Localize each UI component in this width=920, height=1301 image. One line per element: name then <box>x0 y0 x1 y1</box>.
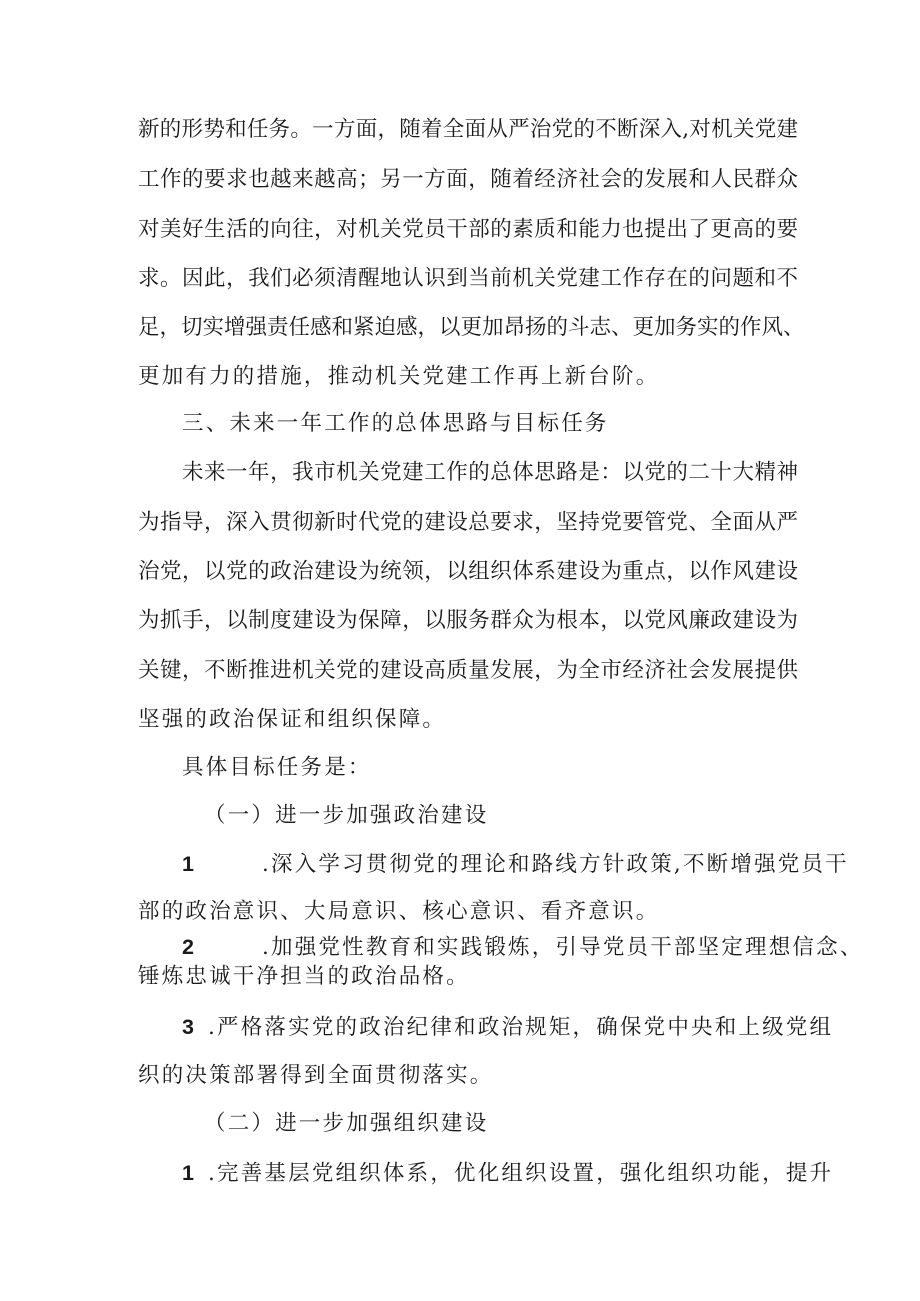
paragraph-line: 治党，以党的政治建设为统领，以组织体系建设为重点，以作风建设 <box>138 559 798 584</box>
paragraph-line: 未来一年，我市机关党建工作的总体思路是：以党的二十大精神 <box>182 460 798 485</box>
paragraph-line: 新的形势和任务。一方面，随着全面从严治党的不断深入,对机关党建 <box>138 117 798 142</box>
item-number: 1 <box>182 1161 197 1185</box>
list-item-continuation: 部的政治意识、大局意识、核心意识、看齐意识。 <box>138 899 660 924</box>
subsection-title: （二）进一步加强组织建设 <box>204 1111 489 1136</box>
list-item-continuation: 织的决策部署得到全面贯彻落实。 <box>138 1063 494 1088</box>
section-heading: 三、未来一年工作的总体思路与目标任务 <box>182 411 609 436</box>
paragraph-line: 对美好生活的向往，对机关党员干部的素质和能力也提出了更高的要 <box>138 217 798 242</box>
item-number: 3 <box>182 1015 197 1039</box>
subsection-title: （一）进一步加强政治建设 <box>204 803 489 828</box>
paragraph-line: 为指导，深入贯彻新时代党的建设总要求，坚持党要管党、全面从严 <box>138 510 798 535</box>
paragraph-line: 更加有力的措施，推动机关党建工作再上新台阶。 <box>138 364 660 389</box>
item-number: 2 <box>182 935 197 959</box>
list-item <box>182 932 864 963</box>
list-item <box>182 1158 834 1189</box>
list-item <box>182 1012 834 1043</box>
item-number: 1 <box>182 852 197 876</box>
list-item-continuation: 锤炼忠诚干净担当的政治品格。 <box>138 964 470 989</box>
paragraph-line: 工作的要求也越来越高；另一方面，随着经济社会的发展和人民群众 <box>138 167 798 192</box>
paragraph-line: 坚强的政治保证和组织保障。 <box>138 707 447 732</box>
paragraph-line: 关键，不断推进机关党的建设高质量发展，为全市经济社会发展提供 <box>138 658 798 683</box>
paragraph-line: 足，切实增强责任感和紧迫感，以更加昂扬的斗志、更加务实的作风、 <box>138 315 805 340</box>
item-text: .深入学习贯彻党的理论和路线方针政策,不断增强党员干 <box>262 852 849 877</box>
item-text: .严格落实党的政治纪律和政治规矩，确保党中央和上级党组 <box>208 1015 834 1040</box>
paragraph-line: 为抓手，以制度建设为保障，以服务群众为根本，以党风廉政建设为 <box>138 608 798 633</box>
targets-intro: 具体目标任务是： <box>182 755 372 780</box>
item-text: .完善基层党组织体系，优化组织设置，强化组织功能，提升 <box>208 1161 834 1186</box>
list-item <box>182 849 849 880</box>
item-text: .加强党性教育和实践锻炼，引导党员干部坚定理想信念、 <box>262 935 864 960</box>
paragraph-line: 求。因此，我们必须清醒地认识到当前机关党建工作存在的问题和不 <box>138 266 798 291</box>
